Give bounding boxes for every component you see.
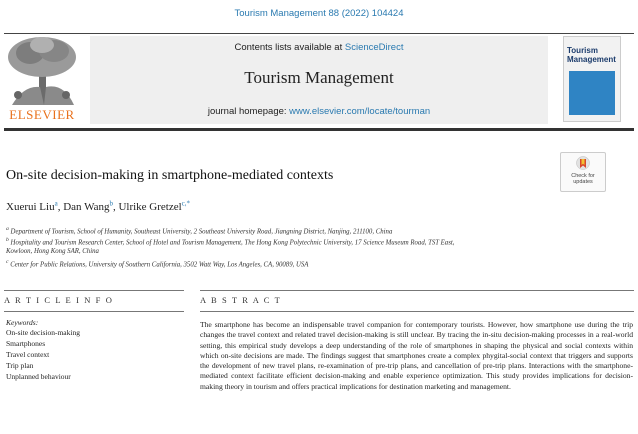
author[interactable]: [6, 201, 63, 213]
cover-title: [567, 46, 616, 64]
elsevier-wordmark: ELSEVIER: [9, 107, 75, 122]
contents-prefix: Contents lists available at: [234, 42, 345, 53]
cover-image: [569, 71, 615, 115]
affiliation: [6, 225, 392, 236]
journal-cover-thumbnail[interactable]: [563, 36, 621, 122]
cover-title-line2: Management: [567, 55, 616, 64]
header-bottom-rule: [4, 128, 634, 131]
author-affiliation-marker[interactable]: a: [54, 199, 58, 207]
affiliation: [6, 247, 99, 256]
journal-masthead: [90, 36, 548, 124]
abstract-top-rule: [200, 290, 634, 291]
abstract-bottom-rule: [200, 311, 634, 312]
author-separator: ,: [112, 200, 119, 213]
cover-title-line1: Tourism: [567, 46, 598, 55]
author-name[interactable]: Dan Wang: [63, 200, 110, 213]
keyword: Travel context: [6, 350, 50, 359]
contents-line: [90, 42, 548, 53]
keyword: Smartphones: [6, 339, 46, 348]
header-top-rule: [4, 33, 634, 34]
author-separator: ,: [57, 200, 64, 213]
keywords-label: Keywords:: [6, 318, 39, 327]
author-affiliation-marker[interactable]: b: [109, 199, 113, 207]
affiliation: [6, 236, 454, 247]
affiliation-text: Hospitality and Tourism Research Center, School of Hotel and Tourism Management, The Hong Kong Polytechnic University, 17 Science Museum Road, TST East,: [10, 239, 455, 247]
keyword: Trip plan: [6, 361, 34, 370]
affiliation-marker: b: [6, 237, 9, 243]
badge-line2: updates: [573, 179, 593, 185]
badge-line1: Check for: [571, 173, 595, 179]
abstract-heading: A B S T R A C T: [200, 295, 282, 305]
check-for-updates-button[interactable]: [560, 152, 606, 192]
author[interactable]: [63, 201, 118, 213]
badge-text: [561, 173, 605, 185]
article-info-bottom-rule: [4, 311, 184, 312]
keyword: Unplanned behaviour: [6, 372, 71, 381]
homepage-prefix: journal homepage:: [207, 106, 290, 117]
journal-name: Tourism Management: [244, 68, 394, 87]
author[interactable]: [118, 201, 190, 213]
homepage-link[interactable]: www.elsevier.com/locate/tourman: [289, 106, 431, 117]
homepage-line: [90, 106, 548, 117]
article-info-heading: A R T I C L E I N F O: [4, 295, 114, 305]
affiliation-text: Center for Public Relations, University of Southern California, 3502 Watt Way, Los Angeles, CA, 90089, USA: [10, 261, 309, 269]
author-affiliation-marker[interactable]: c,*: [181, 199, 191, 207]
abstract-text: The smartphone has become an indispensable travel companion for contemporary tourists. However, how smartphone use during the trip changes the travel context and related travel decision-making is still unclear. By tracing the in-situ decision-making processes in a real-world setting, this empirical study develops a deep understanding of the role of smartphones in shaping the physical and social contexts within which on-site decisions are made. The findings suggest that smartphones create a complex phygital-social context that triggers and supports the development of new travel plans, re-examination of pre-trip plans, and cancellation of pre-trip plans. Interactions with the smartphone-mediated context facilitate efficient decision-making and enable experience optimization. This study provides implications for decision-making theory in tourism and offers practical implications for destination marketing and management.: [200, 320, 633, 391]
author-name[interactable]: Xuerui Liu: [6, 200, 55, 213]
keyword: On-site decision-making: [6, 328, 80, 337]
affiliation-marker: a: [6, 226, 9, 232]
affiliation: [6, 258, 308, 269]
sciencedirect-link[interactable]: ScienceDirect: [344, 42, 404, 53]
affiliation-text: Kowloon, Hong Kong SAR, China: [6, 248, 99, 255]
affiliation-marker: c: [6, 259, 9, 265]
author-list: [6, 199, 190, 213]
article-info-top-rule: [4, 290, 184, 291]
bookmark-icon: [576, 156, 590, 172]
affiliation-text: Department of Tourism, School of Humanity, Southeast University, 2 Southeast University Road, Jiangning District, Nanjing, 211100, China: [10, 228, 393, 236]
journal-citation[interactable]: Tourism Management 88 (2022) 104424: [234, 8, 404, 19]
author-name[interactable]: Ulrike Gretzel: [118, 200, 182, 213]
article-title: On-site decision-making in smartphone-mediated contexts: [6, 168, 334, 183]
